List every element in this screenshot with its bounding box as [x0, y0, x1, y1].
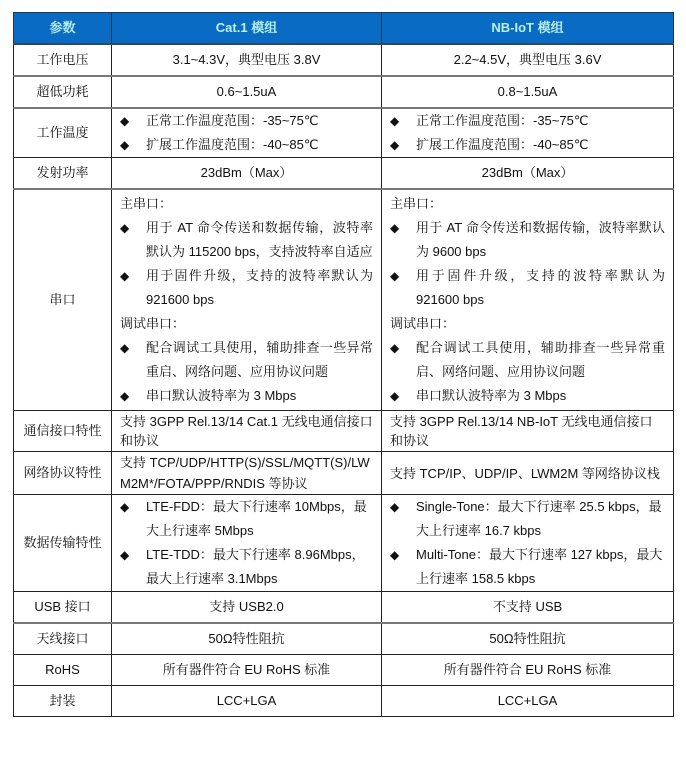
- bullet-item: ◆ 正常工作温度范围：-35~75℃: [120, 109, 373, 133]
- bullet-item: ◆ Single-Tone：最大下行速率 25.5 kbps，最大上行速率 16.7 kbps: [390, 495, 665, 543]
- row-label: 数据传输特性: [14, 495, 112, 592]
- bullet-item: ◆ LTE-FDD：最大下行速率 10Mbps，最大上行速率 5Mbps: [120, 495, 373, 543]
- diamond-bullet-icon: ◆: [120, 269, 130, 283]
- diamond-bullet-icon: ◆: [120, 548, 130, 562]
- row-power: [14, 76, 674, 108]
- row-comm-interface: [14, 411, 674, 452]
- nbiot-value: LCC+LGA: [382, 686, 674, 717]
- row-label: 超低功耗: [14, 76, 112, 108]
- nbiot-value: 支持 3GPP Rel.13/14 NB-IoT 无线电通信接口和协议: [382, 411, 674, 452]
- nbiot-value: 不支持 USB: [382, 592, 674, 624]
- cat1-value: 支持 TCP/UDP/HTTP(S)/SSL/MQTT(S)/LWM2M*/FOTA/PPP/RNDIS 等协议: [112, 452, 382, 495]
- row-label: USB 接口: [14, 592, 112, 624]
- diamond-bullet-icon: ◆: [120, 500, 130, 514]
- row-label: 天线接口: [14, 623, 112, 655]
- row-package: [14, 686, 674, 717]
- bullet-item: ◆ 正常工作温度范围：-35~75℃: [390, 109, 665, 133]
- cat1-value: LCC+LGA: [112, 686, 382, 717]
- nbiot-value: 23dBm（Max）: [382, 158, 674, 190]
- bullet-item: ◆ 用于 AT 命令传送和数据传输，波特率默认为 115200 bps，支持波特率自适应: [120, 216, 373, 264]
- nbiot-value: 所有器件符合 EU RoHS 标准: [382, 655, 674, 686]
- bullet-item: ◆ 扩展工作温度范围：-40~85℃: [390, 133, 665, 157]
- nbiot-value: 支持 TCP/IP、UDP/IP、LWM2M 等网络协议栈: [382, 452, 674, 495]
- row-label: RoHS: [14, 655, 112, 686]
- cat1-value: 3.1~4.3V，典型电压 3.8V: [112, 44, 382, 76]
- diamond-bullet-icon: ◆: [390, 138, 400, 152]
- diamond-bullet-icon: ◆: [390, 548, 400, 562]
- bullet-item: ◆ 用于固件升级，支持的波特率默认为 921600 bps: [120, 264, 373, 312]
- diamond-bullet-icon: ◆: [390, 389, 400, 403]
- bullet-item: ◆ LTE-TDD：最大下行速率 8.96Mbps，最大上行速率 3.1Mbps: [120, 543, 373, 591]
- diamond-bullet-icon: ◆: [120, 114, 130, 128]
- row-label: 发射功率: [14, 158, 112, 190]
- nbiot-value: [382, 108, 674, 158]
- cat1-value: [112, 189, 382, 411]
- diamond-bullet-icon: ◆: [120, 138, 130, 152]
- row-data-transfer: [14, 495, 674, 592]
- bullet-item: ◆ Multi-Tone：最大下行速率 127 kbps，最大上行速率 158.5 kbps: [390, 543, 665, 591]
- row-temperature: [14, 108, 674, 158]
- main-serial-title: 主串口：: [390, 196, 443, 211]
- row-voltage: [14, 44, 674, 76]
- header-param: 参数: [14, 13, 112, 45]
- cat1-value: 支持 3GPP Rel.13/14 Cat.1 无线电通信接口和协议: [112, 411, 382, 452]
- row-label: 通信接口特性: [14, 411, 112, 452]
- row-network-protocol: [14, 452, 674, 495]
- diamond-bullet-icon: ◆: [390, 500, 400, 514]
- bullet-item: ◆ 扩展工作温度范围：-40~85℃: [120, 133, 373, 157]
- bullet-item: ◆ 用于 AT 命令传送和数据传输，波特率默认为 9600 bps: [390, 216, 665, 264]
- cat1-value: 支持 USB2.0: [112, 592, 382, 624]
- cat1-value: 0.6~1.5uA: [112, 76, 382, 108]
- bullet-item: ◆ 串口默认波特率为 3 Mbps: [390, 384, 665, 408]
- cat1-value: [112, 108, 382, 158]
- cat1-value: 50Ω特性阻抗: [112, 623, 382, 655]
- debug-serial-title: 调试串口：: [120, 316, 186, 331]
- bullet-item: ◆ 配合调试工具使用，辅助排查一些异常重启、网络问题、应用协议问题: [120, 336, 373, 384]
- diamond-bullet-icon: ◆: [390, 341, 400, 355]
- diamond-bullet-icon: ◆: [390, 269, 400, 283]
- row-serial: [14, 189, 674, 411]
- row-label: 工作温度: [14, 108, 112, 158]
- row-antenna: [14, 623, 674, 655]
- row-label: 封装: [14, 686, 112, 717]
- diamond-bullet-icon: ◆: [390, 114, 400, 128]
- diamond-bullet-icon: ◆: [120, 341, 130, 355]
- row-label: 串口: [14, 189, 112, 411]
- nbiot-value: 0.8~1.5uA: [382, 76, 674, 108]
- row-label: 网络协议特性: [14, 452, 112, 495]
- bullet-item: ◆ 配合调试工具使用，辅助排查一些异常重启、网络问题、应用协议问题: [390, 336, 665, 384]
- diamond-bullet-icon: ◆: [120, 389, 130, 403]
- row-usb: [14, 592, 674, 624]
- diamond-bullet-icon: ◆: [120, 221, 130, 235]
- main-serial-title: 主串口：: [120, 196, 173, 211]
- nbiot-value: 2.2~4.5V，典型电压 3.6V: [382, 44, 674, 76]
- cat1-value: 23dBm（Max）: [112, 158, 382, 190]
- header-cat1: Cat.1 模组: [112, 13, 382, 45]
- cat1-value: [112, 495, 382, 592]
- header-nbiot: NB-IoT 模组: [382, 13, 674, 45]
- diamond-bullet-icon: ◆: [390, 221, 400, 235]
- table-header-row: [14, 13, 674, 45]
- nbiot-value: [382, 495, 674, 592]
- nbiot-value: [382, 189, 674, 411]
- debug-serial-title: 调试串口：: [390, 316, 456, 331]
- bullet-item: ◆ 用于固件升级，支持的波特率默认为 921600 bps: [390, 264, 665, 312]
- row-rohs: [14, 655, 674, 686]
- row-label: 工作电压: [14, 44, 112, 76]
- module-comparison-table: [13, 12, 674, 717]
- nbiot-value: 50Ω特性阻抗: [382, 623, 674, 655]
- cat1-value: 所有器件符合 EU RoHS 标准: [112, 655, 382, 686]
- bullet-item: ◆ 串口默认波特率为 3 Mbps: [120, 384, 373, 408]
- row-tx-power: [14, 158, 674, 190]
